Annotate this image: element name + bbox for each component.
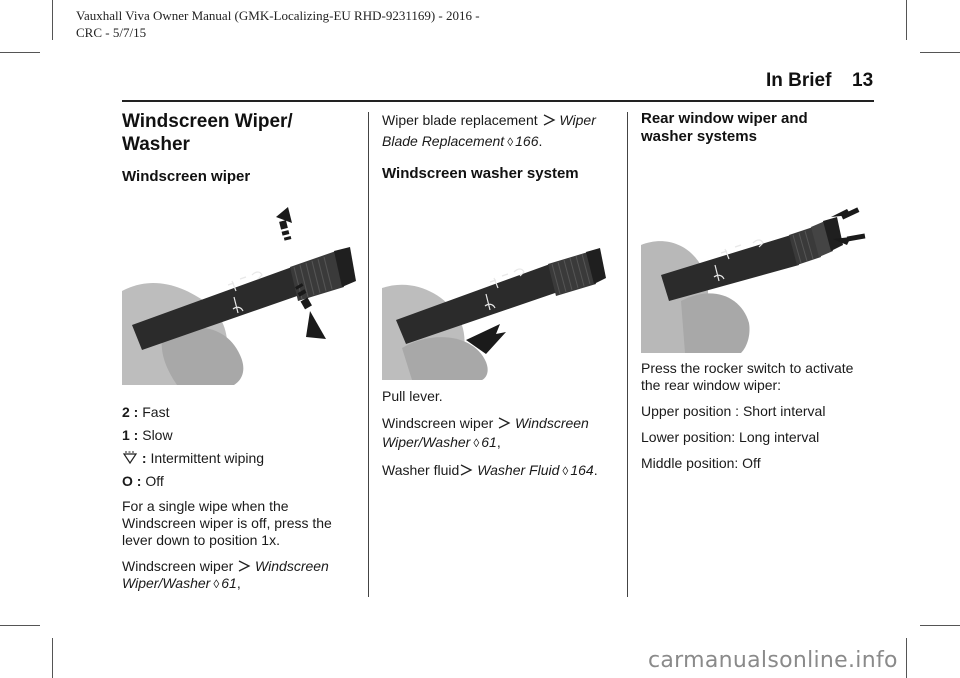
lower-position-text: Lower position: Long interval xyxy=(641,429,820,445)
xref-page[interactable]: 61 xyxy=(481,434,497,450)
crop-mark xyxy=(906,638,907,678)
punctuation: , xyxy=(236,575,241,591)
paragraph xyxy=(122,498,358,549)
text-line: the rear window wiper: xyxy=(641,377,782,393)
paragraph xyxy=(641,360,877,394)
heading-line: Washer xyxy=(122,134,190,155)
xref-prefix: Windscreen wiper xyxy=(122,558,234,574)
punctuation: , xyxy=(496,434,501,450)
legend-label: Off xyxy=(145,473,164,489)
legend-off xyxy=(122,473,358,490)
heading-line: Rear window wiper and xyxy=(641,110,808,127)
cross-reference xyxy=(122,558,358,593)
xref-title[interactable]: Wiper/Washer xyxy=(382,434,471,450)
ref-arrow-icon xyxy=(459,464,473,476)
page-ref-icon: ◊ xyxy=(213,577,220,591)
running-section-title: In Brief xyxy=(766,70,832,91)
page-ref-icon: ◊ xyxy=(473,436,480,450)
cross-reference xyxy=(382,110,618,153)
upper-position-text: Upper position : Short interval xyxy=(641,403,826,419)
text-line: Windscreen wiper is off, press the xyxy=(122,515,332,531)
meta-line: Vauxhall Viva Owner Manual (GMK-Localizing-EU RHD-9231169) - 2016 - xyxy=(76,8,480,23)
crop-mark xyxy=(52,0,53,40)
xref-page[interactable]: 164 xyxy=(570,462,594,478)
xref-prefix: Wiper blade replacement xyxy=(382,112,538,128)
crop-mark xyxy=(920,52,960,53)
subheading: Windscreen washer system xyxy=(382,165,579,182)
column-divider xyxy=(627,112,628,597)
legend-fast xyxy=(122,404,358,421)
xref-title[interactable]: Wiper/Washer xyxy=(122,575,211,591)
legend-slow xyxy=(122,427,358,444)
xref-page[interactable]: 61 xyxy=(221,575,237,591)
crop-mark xyxy=(906,0,907,40)
crop-mark xyxy=(0,52,40,53)
punctuation: . xyxy=(538,133,543,149)
column-3-lower xyxy=(641,360,877,472)
crop-mark xyxy=(52,638,53,678)
watermark: carmanualsonline.info xyxy=(648,648,898,673)
wiper-lever-figure xyxy=(122,205,358,385)
ref-arrow-icon xyxy=(237,560,251,572)
xref-page[interactable]: 166 xyxy=(515,133,539,149)
xref-title[interactable]: Blade Replacement xyxy=(382,133,505,149)
page-ref-icon: ◊ xyxy=(507,135,514,149)
crop-mark xyxy=(0,625,40,626)
xref-prefix: Windscreen wiper xyxy=(382,415,494,431)
ref-arrow-icon xyxy=(497,417,511,429)
section-heading xyxy=(122,110,358,156)
rear-wiper-lever-figure xyxy=(641,205,877,353)
text-line: Press the rocker switch to activate xyxy=(641,360,854,376)
xref-title[interactable]: Windscreen xyxy=(255,558,329,574)
legend-label: Slow xyxy=(142,427,173,443)
middle-position-text: Middle position: Off xyxy=(641,455,761,471)
text-line: lever down to position 1x. xyxy=(122,532,280,548)
legend-key: 2 : xyxy=(122,404,139,420)
header-rule xyxy=(122,100,874,102)
text-line: For a single wipe when the xyxy=(122,498,289,514)
ref-arrow-icon xyxy=(542,114,556,126)
subheading: Windscreen wiper xyxy=(122,168,251,185)
xref-title[interactable]: Windscreen xyxy=(515,415,589,431)
heading-line: Windscreen Wiper/ xyxy=(122,111,293,132)
column-3 xyxy=(641,110,877,146)
meta-line: CRC - 5/7/15 xyxy=(76,25,147,40)
page-number: 13 xyxy=(852,70,874,91)
xref-title[interactable]: Wiper xyxy=(559,112,596,128)
intermittent-wipe-icon xyxy=(122,451,138,465)
legend-key: : xyxy=(141,450,147,466)
legend-key: O : xyxy=(122,473,142,489)
cross-reference xyxy=(382,414,618,453)
legend-label: Fast xyxy=(142,404,170,420)
xref-prefix: Washer fluid xyxy=(382,462,460,478)
legend-key: 1 : xyxy=(122,427,139,443)
cross-reference xyxy=(382,462,618,480)
heading-line: washer systems xyxy=(641,128,757,145)
column-divider xyxy=(368,112,369,597)
washer-lever-figure xyxy=(382,230,618,380)
legend-intermittent xyxy=(122,450,358,467)
column-1-lower xyxy=(122,404,358,593)
column-1 xyxy=(122,110,358,186)
column-2-lower xyxy=(382,388,618,480)
punctuation: . xyxy=(593,462,598,478)
xref-title[interactable]: Washer Fluid xyxy=(477,462,560,478)
crop-mark xyxy=(920,625,960,626)
legend-label: Intermittent wiping xyxy=(150,450,265,466)
document-meta xyxy=(76,7,516,41)
page-ref-icon: ◊ xyxy=(562,464,569,478)
subheading xyxy=(641,110,877,146)
instruction: Pull lever. xyxy=(382,388,443,404)
column-2 xyxy=(382,110,618,183)
